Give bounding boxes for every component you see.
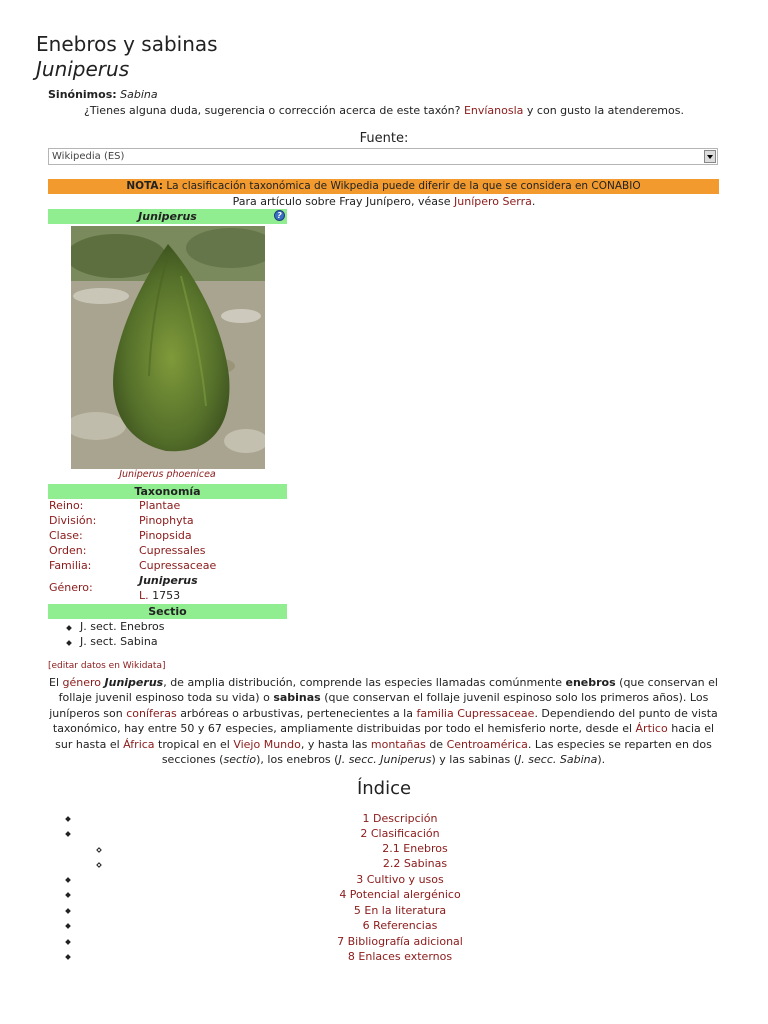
edit-wikidata-link[interactable]	[48, 661, 165, 671]
taxonomy-label-orden[interactable]: Orden:	[49, 544, 87, 557]
bullet-icon	[65, 816, 71, 822]
text: El	[49, 676, 60, 689]
bullet-icon	[65, 892, 71, 898]
link-centroamerica[interactable]: Centroamérica	[446, 737, 528, 751]
source-label: Fuente:	[359, 131, 409, 146]
taxonomy-value-reino[interactable]: Plantae	[139, 499, 181, 512]
link-africa[interactable]: África	[123, 737, 155, 751]
link-viejo-mundo[interactable]: Viejo Mundo	[233, 737, 301, 751]
italic-juniperus: J. secc. Juniperus	[338, 753, 432, 767]
feedback-link[interactable]: Envíanosla	[463, 104, 524, 117]
hatnote-end: .	[531, 195, 536, 208]
feedback-question	[0, 104, 768, 117]
photo-caption[interactable]	[48, 469, 287, 480]
genus-author-link[interactable]: L.	[139, 589, 149, 602]
toc-item-referencias[interactable]: 6 Referencias	[362, 919, 438, 932]
edit-wikidata-link-text[interactable]: [editar datos en Wikidata]	[48, 661, 166, 671]
circle-bullet-icon	[96, 847, 102, 853]
toc-item-alergenico[interactable]: 4 Potencial alergénico	[339, 888, 461, 901]
help-icon[interactable]: ?	[274, 210, 285, 221]
italic-sectio: sectio	[223, 753, 257, 767]
page-subtitle: Juniperus	[36, 57, 130, 81]
link-coniferas[interactable]: coníferas	[126, 706, 177, 720]
genus-year: 1753	[152, 589, 181, 602]
bold-juniperus: Juniperus	[104, 676, 164, 689]
source-select-value: Wikipedia (ES)	[52, 151, 125, 162]
taxonomy-label-reino[interactable]: Reino:	[49, 499, 84, 512]
text: ), los enebros (	[256, 753, 339, 767]
taxonomy-value-clase[interactable]: Pinopsida	[139, 529, 192, 542]
feedback-text-end: y con gusto la atenderemos.	[526, 104, 684, 117]
synonyms-label: Sinónimos:	[48, 88, 117, 101]
link-genero[interactable]: género	[62, 676, 102, 689]
toc-title: Índice	[356, 778, 412, 799]
nota-text: La clasificación taxonómica de Wikpedia puede diferir de la que se considera en CONABIO	[166, 180, 641, 192]
feedback-text: ¿Tienes alguna duda, sugerencia o corrección acerca de este taxón?	[84, 104, 461, 117]
text: (que conservan el follaje juvenil espinoso toda su vida) o	[58, 676, 718, 705]
circle-bullet-icon	[96, 862, 102, 868]
text: . Las especies se reparten en dos secciones (	[161, 737, 712, 767]
bullet-icon	[65, 908, 71, 914]
bullet-icon	[66, 625, 72, 631]
synonyms-value: Sabina	[120, 88, 158, 101]
chevron-down-icon[interactable]	[704, 150, 716, 163]
toc-item-enebros[interactable]: 2.1 Enebros	[382, 842, 448, 855]
text: , y hasta las	[300, 737, 368, 751]
toc-item-descripcion[interactable]: 1 Descripción	[362, 812, 438, 825]
taxonomy-value-familia[interactable]: Cupressaceae	[139, 559, 217, 572]
bullet-icon	[65, 954, 71, 960]
bullet-icon	[65, 877, 71, 883]
text: arbóreas o arbustivas, pertenecientes a la	[180, 706, 413, 720]
juniper-photo-image	[71, 226, 265, 469]
bullet-icon	[66, 640, 72, 646]
text: . Dependiendo del punto de vista taxonómico, hay entre 50 y 67 especies, ampliamente distribuidas por todo el hemisferio norte, desde el	[52, 706, 718, 736]
photo-caption-link[interactable]: Juniperus phoenicea	[119, 469, 216, 480]
hatnote	[0, 195, 768, 208]
link-familia[interactable]: familia Cupressaceae	[416, 706, 535, 720]
bold-sabinas: sabinas	[273, 691, 321, 705]
link-artico[interactable]: Ártico	[635, 722, 668, 736]
text: ) y las sabinas (	[431, 753, 519, 767]
infobox-title	[48, 209, 287, 224]
taxonomy-label-division[interactable]: División:	[49, 514, 97, 527]
bullet-icon	[65, 939, 71, 945]
synonyms	[48, 88, 158, 101]
toc-item-bibliografia[interactable]: 7 Bibliografía adicional	[337, 935, 463, 948]
page-title: Enebros y sabinas	[36, 32, 218, 56]
sectio-item: J. sect. Sabina	[80, 635, 158, 648]
taxonomy-label-clase[interactable]: Clase:	[49, 529, 83, 542]
bullet-icon	[65, 831, 71, 837]
text: hacia el sur hasta el	[55, 722, 715, 751]
sectio-item: J. sect. Enebros	[80, 620, 165, 633]
taxonomy-header: Taxonomía	[48, 484, 287, 499]
toc-item-literatura[interactable]: 5 En la literatura	[353, 904, 447, 917]
text: de	[429, 737, 444, 751]
bold-enebros: enebros	[565, 676, 616, 689]
toc-item-sabinas[interactable]: 2.2 Sabinas	[382, 857, 448, 870]
infobox-title-text: Juniperus	[138, 210, 197, 223]
taxonomy-label-familia[interactable]: Familia:	[49, 559, 92, 572]
taxonomy-value-division[interactable]: Pinophyta	[139, 514, 194, 527]
text: (que conservan el follaje juvenil espinoso solo los primeros años). Los juníperos son	[49, 691, 709, 720]
sectio-header: Sectio	[48, 604, 287, 619]
intro-paragraph	[48, 675, 719, 767]
taxonomy-value-orden[interactable]: Cupressales	[139, 544, 206, 557]
genus-name: Juniperus	[139, 574, 198, 587]
text: , de amplia distribución, comprende las especies llamadas comúnmente	[163, 676, 562, 689]
source-select[interactable]	[48, 148, 718, 165]
link-montanas[interactable]: montañas	[370, 737, 426, 751]
text: tropical en el	[158, 737, 230, 751]
toc-item-enlaces[interactable]: 8 Enlaces externos	[347, 950, 453, 963]
taxonomy-label-genero[interactable]: Género:	[49, 581, 93, 594]
bullet-icon	[65, 923, 71, 929]
hatnote-text: Para artículo sobre Fray Junípero, véase	[232, 195, 451, 208]
toc-item-cultivo[interactable]: 3 Cultivo y usos	[356, 873, 444, 886]
text: ).	[597, 753, 606, 767]
toc-item-clasificacion[interactable]: 2 Clasificación	[360, 827, 440, 840]
nota-label: NOTA:	[126, 180, 163, 192]
italic-sabina: J. secc. Sabina	[518, 753, 598, 767]
nota-banner	[48, 179, 719, 194]
hatnote-link[interactable]: Junípero Serra	[454, 195, 532, 208]
infobox-photo	[71, 226, 265, 469]
